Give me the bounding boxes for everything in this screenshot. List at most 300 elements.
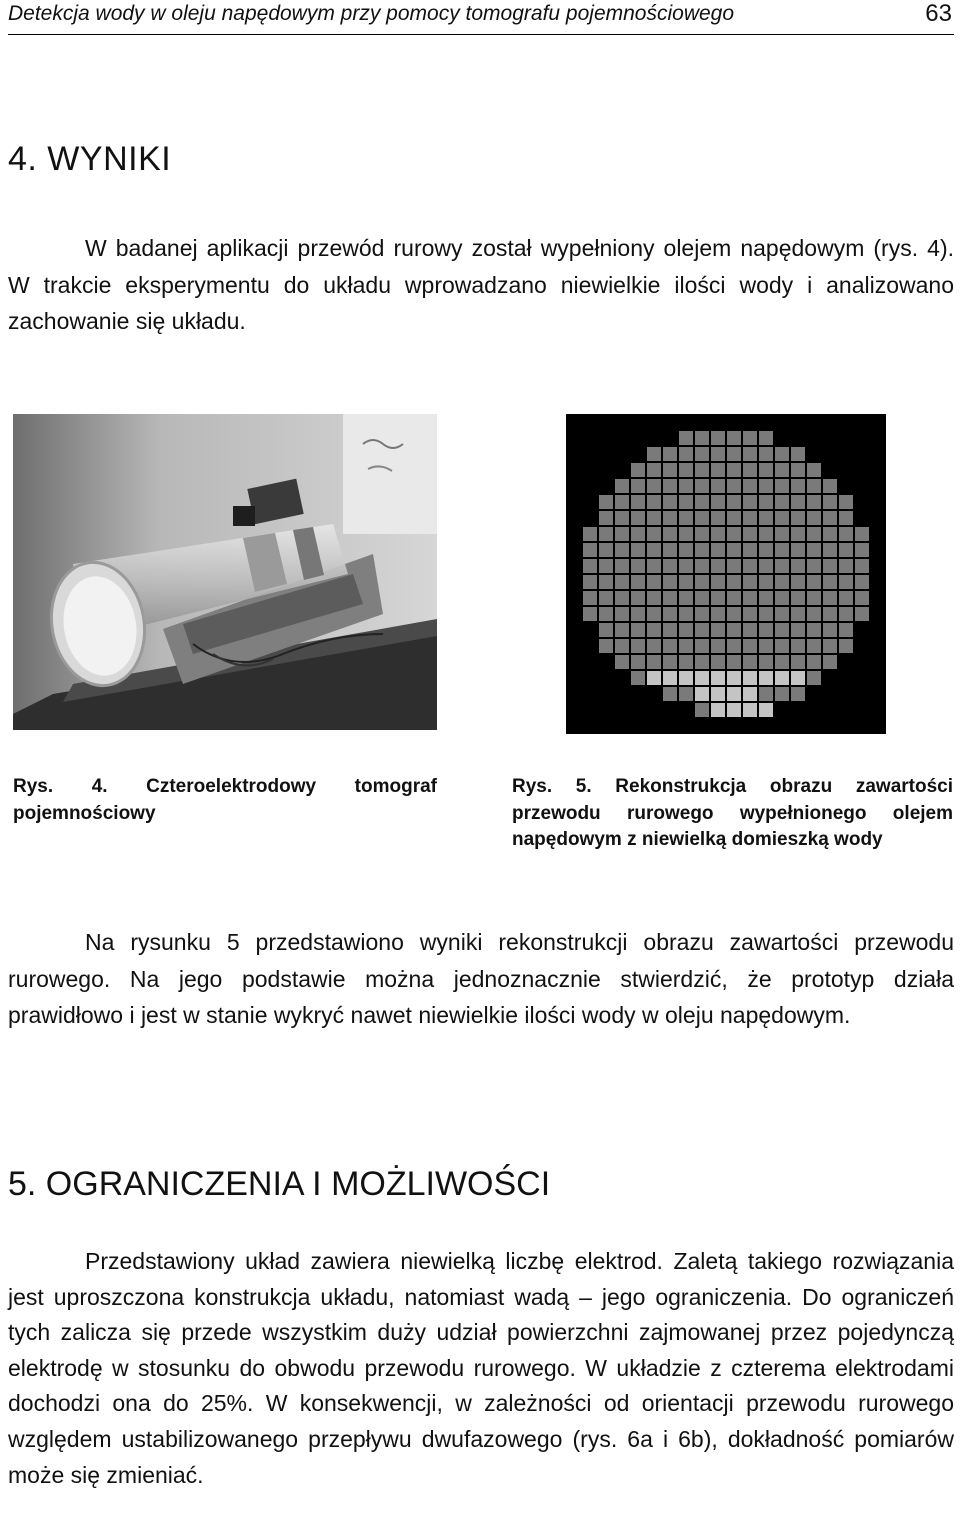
grid-cell-oil (615, 655, 629, 669)
grid-cell-oil (807, 591, 821, 605)
grid-cell-empty (807, 415, 821, 429)
grid-cell-oil (647, 543, 661, 557)
grid-cell-empty (679, 703, 693, 717)
grid-cell-oil (631, 591, 645, 605)
grid-cell-oil (631, 575, 645, 589)
grid-cell-oil (631, 479, 645, 493)
grid-cell-oil (727, 527, 741, 541)
grid-cell-oil (711, 479, 725, 493)
grid-cell-oil (759, 463, 773, 477)
grid-cell-oil (711, 495, 725, 509)
grid-cell-water (743, 703, 757, 717)
grid-cell-empty (839, 719, 853, 733)
grid-cell-empty (855, 447, 869, 461)
grid-cell-empty (567, 591, 581, 605)
grid-cell-oil (599, 511, 613, 525)
grid-cell-oil (615, 495, 629, 509)
grid-cell-empty (567, 415, 581, 429)
grid-cell-empty (599, 655, 613, 669)
grid-cell-oil (775, 607, 789, 621)
grid-cell-oil (695, 479, 709, 493)
grid-cell-oil (775, 639, 789, 653)
grid-cell-oil (679, 623, 693, 637)
grid-cell-empty (599, 463, 613, 477)
grid-cell-empty (775, 703, 789, 717)
grid-cell-oil (695, 431, 709, 445)
grid-cell-oil (615, 623, 629, 637)
grid-cell-water (791, 671, 805, 685)
grid-cell-oil (663, 447, 677, 461)
grid-cell-oil (823, 543, 837, 557)
grid-cell-oil (743, 623, 757, 637)
running-header (8, 0, 954, 35)
grid-cell-empty (855, 623, 869, 637)
grid-cell-oil (775, 511, 789, 525)
grid-cell-oil (743, 655, 757, 669)
grid-cell-oil (855, 591, 869, 605)
grid-cell-empty (583, 479, 597, 493)
grid-cell-empty (695, 719, 709, 733)
grid-cell-oil (695, 463, 709, 477)
grid-cell-oil (839, 543, 853, 557)
grid-cell-oil (791, 495, 805, 509)
grid-cell-empty (567, 719, 581, 733)
grid-cell-oil (791, 623, 805, 637)
grid-cell-empty (583, 495, 597, 509)
grid-cell-oil (647, 527, 661, 541)
grid-cell-empty (871, 415, 885, 429)
grid-cell-oil (663, 639, 677, 653)
grid-cell-empty (583, 511, 597, 525)
grid-cell-oil (663, 655, 677, 669)
grid-cell-water (759, 703, 773, 717)
grid-cell-oil (615, 607, 629, 621)
grid-cell-oil (807, 639, 821, 653)
grid-cell-oil (647, 575, 661, 589)
grid-cell-empty (567, 639, 581, 653)
grid-cell-empty (567, 511, 581, 525)
grid-cell-empty (855, 479, 869, 493)
grid-cell-oil (599, 543, 613, 557)
grid-cell-oil (807, 559, 821, 573)
grid-cell-empty (871, 575, 885, 589)
grid-cell-oil (711, 543, 725, 557)
grid-cell-empty (823, 415, 837, 429)
grid-cell-oil (855, 559, 869, 573)
grid-cell-empty (583, 463, 597, 477)
grid-cell-empty (871, 527, 885, 541)
grid-cell-empty (871, 719, 885, 733)
grid-cell-empty (647, 415, 661, 429)
grid-cell-oil (615, 591, 629, 605)
grid-cell-oil (855, 607, 869, 621)
grid-cell-oil (711, 623, 725, 637)
grid-cell-oil (759, 527, 773, 541)
grid-cell-empty (631, 415, 645, 429)
grid-cell-oil (679, 495, 693, 509)
grid-cell-empty (743, 415, 757, 429)
grid-cell-empty (855, 415, 869, 429)
grid-cell-empty (871, 431, 885, 445)
grid-cell-empty (871, 591, 885, 605)
grid-cell-oil (743, 431, 757, 445)
grid-cell-oil (791, 527, 805, 541)
grid-cell-empty (759, 719, 773, 733)
grid-cell-oil (647, 623, 661, 637)
grid-cell-empty (823, 703, 837, 717)
grid-cell-oil (615, 575, 629, 589)
grid-cell-empty (791, 431, 805, 445)
grid-cell-empty (567, 447, 581, 461)
grid-cell-oil (583, 575, 597, 589)
grid-cell-empty (743, 719, 757, 733)
grid-cell-empty (615, 671, 629, 685)
grid-cell-empty (727, 719, 741, 733)
grid-cell-oil (775, 543, 789, 557)
page-number: 63 (925, 0, 952, 27)
grid-cell-oil (711, 559, 725, 573)
grid-cell-oil (807, 511, 821, 525)
grid-cell-oil (823, 495, 837, 509)
grid-cell-water (695, 687, 709, 701)
grid-cell-oil (647, 511, 661, 525)
grid-cell-oil (791, 447, 805, 461)
grid-cell-empty (583, 639, 597, 653)
grid-cell-empty (823, 719, 837, 733)
grid-cell-oil (599, 575, 613, 589)
header-title: Detekcja wody w oleju napędowym przy pomocy tomografu pojemnościowego (8, 2, 735, 25)
grid-cell-oil (631, 559, 645, 573)
grid-cell-oil (759, 495, 773, 509)
grid-cell-empty (839, 687, 853, 701)
grid-cell-oil (775, 575, 789, 589)
grid-cell-oil (759, 655, 773, 669)
grid-cell-empty (567, 479, 581, 493)
grid-cell-empty (855, 703, 869, 717)
grid-cell-empty (855, 671, 869, 685)
grid-cell-empty (807, 431, 821, 445)
grid-cell-oil (647, 495, 661, 509)
grid-cell-empty (583, 431, 597, 445)
grid-cell-oil (791, 479, 805, 493)
grid-cell-oil (759, 511, 773, 525)
grid-cell-oil (583, 543, 597, 557)
grid-cell-oil (791, 559, 805, 573)
grid-cell-empty (583, 623, 597, 637)
grid-cell-empty (727, 415, 741, 429)
grid-cell-empty (599, 719, 613, 733)
grid-cell-empty (615, 447, 629, 461)
grid-cell-oil (823, 607, 837, 621)
grid-cell-oil (759, 431, 773, 445)
grid-cell-oil (743, 447, 757, 461)
grid-cell-oil (679, 463, 693, 477)
grid-cell-empty (855, 655, 869, 669)
grid-cell-oil (695, 607, 709, 621)
grid-cell-oil (759, 447, 773, 461)
reconstruction-grid-svg (566, 414, 886, 734)
grid-cell-oil (855, 575, 869, 589)
grid-cell-oil (599, 495, 613, 509)
grid-cell-oil (599, 639, 613, 653)
grid-cell-empty (567, 431, 581, 445)
grid-cell-oil (679, 575, 693, 589)
grid-cell-oil (631, 511, 645, 525)
grid-cell-oil (855, 543, 869, 557)
grid-cell-empty (599, 479, 613, 493)
grid-cell-empty (631, 431, 645, 445)
grid-cell-oil (615, 639, 629, 653)
grid-cell-empty (871, 543, 885, 557)
grid-cell-empty (583, 719, 597, 733)
grid-cell-oil (727, 447, 741, 461)
grid-cell-oil (599, 607, 613, 621)
grid-cell-oil (727, 607, 741, 621)
grid-cell-empty (871, 447, 885, 461)
grid-cell-oil (775, 495, 789, 509)
grid-cell-empty (791, 415, 805, 429)
grid-cell-empty (855, 431, 869, 445)
results-text: Na rysunku 5 przedstawiono wyniki rekonstrukcji obrazu zawartości przewodu rurowego. Na jego podstawie można jednoznacznie stwierdzić, że prototyp działa prawidłowo i jest w stanie wykryć nawet niewielkie ilości wody w oleju napędowym. (8, 929, 954, 1029)
grid-cell-empty (839, 479, 853, 493)
grid-cell-oil (711, 511, 725, 525)
grid-cell-water (759, 671, 773, 685)
grid-cell-oil (631, 623, 645, 637)
grid-cell-empty (567, 559, 581, 573)
grid-cell-empty (631, 703, 645, 717)
grid-cell-oil (711, 447, 725, 461)
grid-cell-oil (775, 591, 789, 605)
grid-cell-oil (615, 527, 629, 541)
grid-cell-empty (567, 527, 581, 541)
grid-cell-oil (663, 559, 677, 573)
grid-cell-empty (679, 719, 693, 733)
grid-cell-oil (743, 479, 757, 493)
grid-cell-empty (599, 415, 613, 429)
grid-cell-empty (807, 447, 821, 461)
grid-cell-empty (583, 415, 597, 429)
grid-cell-empty (823, 463, 837, 477)
grid-cell-empty (567, 463, 581, 477)
grid-cell-oil (599, 623, 613, 637)
grid-cell-oil (807, 607, 821, 621)
grid-cell-oil (663, 543, 677, 557)
grid-cell-oil (823, 591, 837, 605)
grid-cell-empty (839, 447, 853, 461)
grid-cell-oil (743, 543, 757, 557)
grid-cell-oil (823, 527, 837, 541)
grid-cell-oil (743, 607, 757, 621)
grid-cell-oil (727, 655, 741, 669)
grid-cell-oil (839, 575, 853, 589)
grid-cell-water (663, 671, 677, 685)
grid-cell-empty (679, 415, 693, 429)
grid-cell-oil (679, 543, 693, 557)
grid-cell-oil (823, 511, 837, 525)
grid-cell-oil (727, 431, 741, 445)
grid-cell-oil (647, 463, 661, 477)
grid-cell-oil (631, 495, 645, 509)
grid-cell-oil (759, 559, 773, 573)
grid-cell-oil (599, 559, 613, 573)
grid-cell-empty (791, 703, 805, 717)
grid-cell-oil (759, 623, 773, 637)
grid-cell-empty (583, 655, 597, 669)
grid-cell-empty (839, 431, 853, 445)
grid-cell-oil (807, 543, 821, 557)
grid-cell-oil (743, 511, 757, 525)
grid-cell-oil (759, 543, 773, 557)
grid-cell-oil (583, 591, 597, 605)
grid-cell-oil (791, 463, 805, 477)
grid-cell-oil (759, 687, 773, 701)
grid-cell-empty (711, 415, 725, 429)
grid-cell-empty (567, 687, 581, 701)
grid-cell-oil (711, 591, 725, 605)
grid-cell-empty (807, 703, 821, 717)
grid-cell-oil (711, 607, 725, 621)
grid-cell-oil (695, 495, 709, 509)
grid-cell-empty (855, 463, 869, 477)
grid-cell-oil (823, 559, 837, 573)
grid-cell-oil (727, 511, 741, 525)
grid-cell-oil (711, 431, 725, 445)
grid-cell-oil (775, 447, 789, 461)
grid-cell-empty (855, 511, 869, 525)
grid-cell-oil (759, 591, 773, 605)
grid-cell-oil (791, 591, 805, 605)
grid-cell-oil (727, 495, 741, 509)
grid-cell-oil (807, 671, 821, 685)
grid-cell-empty (615, 687, 629, 701)
grid-cell-empty (823, 431, 837, 445)
section-5-text: Przedstawiony układ zawiera niewielką liczbę elektrod. Zaletą takiego rozwiązania jest uproszczona konstrukcja układu, natomiast wadą – jego ograniczenia. Do ograniczeń tych zalicza się przede wszystkim duży udział powierzchni zajmowanej przez pojedynczą elektrodę w stosunku do obwodu przewodu rurowego. W układzie z czterema elektrodami dochodzi ona do 25%. W konsekwencji, w zależności od orientacji przewodu rurowego względem ustabilizowanego przepływu dwufazowego (rys. 6a i 6b), dokładność pomiarów może się zmieniać. (8, 1248, 954, 1488)
grid-cell-oil (855, 527, 869, 541)
grid-cell-empty (615, 415, 629, 429)
grid-cell-oil (679, 591, 693, 605)
grid-cell-oil (839, 511, 853, 525)
grid-cell-oil (695, 575, 709, 589)
grid-cell-oil (679, 655, 693, 669)
grid-cell-oil (775, 463, 789, 477)
grid-cell-oil (743, 639, 757, 653)
grid-cell-oil (711, 639, 725, 653)
grid-cell-empty (647, 431, 661, 445)
grid-cell-empty (871, 559, 885, 573)
grid-cell-oil (647, 655, 661, 669)
grid-cell-oil (679, 447, 693, 461)
grid-cell-oil (791, 687, 805, 701)
grid-cell-empty (855, 687, 869, 701)
grid-cell-oil (727, 463, 741, 477)
grid-cell-oil (839, 591, 853, 605)
grid-cell-oil (807, 495, 821, 509)
grid-cell-oil (775, 655, 789, 669)
grid-cell-empty (871, 703, 885, 717)
grid-cell-empty (599, 703, 613, 717)
grid-cell-empty (839, 415, 853, 429)
figure-5-caption: Rys. 5. Rekonstrukcja obrazu zawartości przewodu rurowego wypełnionego olejem napędowym z niewielką domieszką wody (512, 776, 953, 850)
grid-cell-oil (647, 607, 661, 621)
grid-cell-oil (727, 479, 741, 493)
grid-cell-empty (583, 671, 597, 685)
grid-cell-oil (615, 543, 629, 557)
grid-cell-oil (631, 607, 645, 621)
results-paragraph (8, 924, 954, 1034)
grid-cell-oil (743, 527, 757, 541)
grid-cell-oil (759, 575, 773, 589)
grid-cell-empty (567, 607, 581, 621)
grid-cell-oil (679, 559, 693, 573)
grid-cell-empty (583, 447, 597, 461)
grid-cell-oil (711, 575, 725, 589)
tomograph-photo (13, 414, 437, 730)
grid-cell-oil (679, 479, 693, 493)
grid-cell-water (727, 687, 741, 701)
grid-cell-empty (839, 671, 853, 685)
grid-cell-oil (663, 623, 677, 637)
grid-cell-empty (631, 687, 645, 701)
grid-cell-oil (647, 479, 661, 493)
grid-cell-empty (871, 495, 885, 509)
grid-cell-empty (631, 719, 645, 733)
grid-cell-oil (839, 559, 853, 573)
grid-cell-empty (871, 607, 885, 621)
grid-cell-oil (663, 527, 677, 541)
grid-cell-oil (791, 639, 805, 653)
grid-cell-water (647, 671, 661, 685)
grid-cell-oil (839, 527, 853, 541)
grid-cell-empty (567, 495, 581, 509)
grid-cell-oil (807, 623, 821, 637)
grid-cell-empty (647, 719, 661, 733)
figure-4-caption: Rys. 4. Czteroelektrodowy tomograf pojemnościowy (13, 776, 437, 824)
grid-cell-oil (599, 591, 613, 605)
grid-cell-oil (679, 431, 693, 445)
grid-cell-oil (775, 559, 789, 573)
grid-cell-oil (663, 495, 677, 509)
grid-cell-oil (695, 655, 709, 669)
grid-cell-oil (647, 559, 661, 573)
grid-cell-oil (775, 687, 789, 701)
grid-cell-oil (631, 543, 645, 557)
grid-cell-empty (839, 703, 853, 717)
grid-cell-oil (695, 591, 709, 605)
grid-cell-oil (695, 543, 709, 557)
grid-cell-oil (775, 623, 789, 637)
grid-cell-oil (823, 575, 837, 589)
grid-cell-oil (583, 527, 597, 541)
grid-cell-empty (647, 687, 661, 701)
grid-cell-oil (615, 479, 629, 493)
grid-cell-oil (807, 575, 821, 589)
grid-cell-oil (583, 559, 597, 573)
grid-cell-oil (727, 543, 741, 557)
grid-cell-empty (663, 719, 677, 733)
grid-cell-empty (855, 639, 869, 653)
grid-cell-oil (631, 639, 645, 653)
grid-cell-empty (807, 687, 821, 701)
grid-cell-empty (615, 463, 629, 477)
grid-cell-oil (839, 607, 853, 621)
grid-cell-empty (871, 639, 885, 653)
grid-cell-empty (567, 655, 581, 669)
grid-cell-oil (711, 527, 725, 541)
grid-cell-oil (727, 591, 741, 605)
grid-cell-oil (791, 575, 805, 589)
grid-cell-empty (807, 719, 821, 733)
grid-cell-oil (647, 639, 661, 653)
